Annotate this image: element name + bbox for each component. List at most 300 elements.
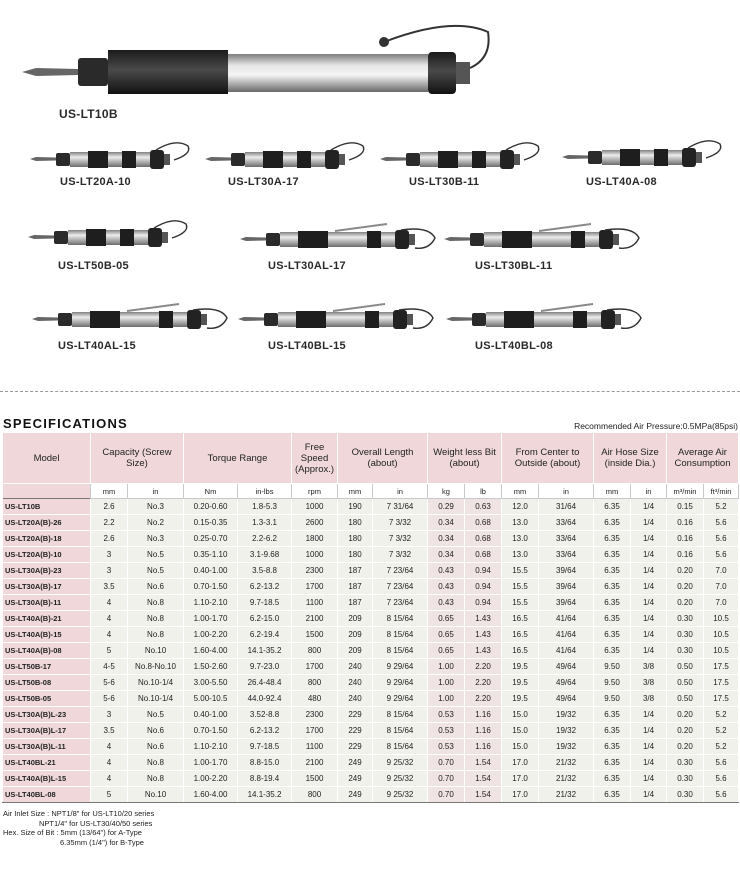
tool-label: US-LT30B-11: [409, 176, 480, 188]
header-torque: Torque Range: [184, 433, 292, 484]
value-cell: 6.35: [594, 771, 631, 787]
model-cell: US-LT40A(B)-21: [3, 611, 91, 627]
table-row: [3, 499, 739, 515]
value-cell: 19/32: [539, 707, 594, 723]
value-cell: 1500: [292, 627, 338, 643]
tool-image: [30, 140, 200, 176]
value-cell: 0.53: [428, 723, 465, 739]
value-cell: 41/64: [539, 627, 594, 643]
value-cell: 3.5: [91, 579, 128, 595]
value-cell: 0.50: [667, 659, 704, 675]
footnote-line: 6.35mm (1/4") for B-Type: [60, 837, 144, 847]
unit-cell: in: [539, 484, 594, 499]
value-cell: 1/4: [631, 771, 667, 787]
value-cell: 5.2: [704, 723, 739, 739]
value-cell: 33/64: [539, 547, 594, 563]
value-cell: 1500: [292, 771, 338, 787]
model-cell: US-LT40A(B)-15: [3, 627, 91, 643]
value-cell: 1/4: [631, 755, 667, 771]
value-cell: 1/4: [631, 595, 667, 611]
table-row: [3, 755, 739, 771]
value-cell: 3/8: [631, 659, 667, 675]
value-cell: 1/4: [631, 643, 667, 659]
value-cell: 15.0: [502, 707, 539, 723]
value-cell: 3.00-5.50: [184, 675, 238, 691]
value-cell: 0.70: [428, 787, 465, 803]
value-cell: 1.43: [465, 643, 502, 659]
tool-image-big: [22, 28, 492, 100]
value-cell: 9.7-23.0: [238, 659, 292, 675]
value-cell: 0.43: [428, 595, 465, 611]
value-cell: 19/32: [539, 723, 594, 739]
unit-cell: in: [373, 484, 428, 499]
value-cell: 7 31/64: [373, 499, 428, 515]
unit-cell: mm: [338, 484, 373, 499]
value-cell: 15.0: [502, 723, 539, 739]
value-cell: 0.20: [667, 579, 704, 595]
value-cell: 1/4: [631, 739, 667, 755]
value-cell: 13.0: [502, 547, 539, 563]
value-cell: 1/4: [631, 787, 667, 803]
tool-label: US-LT30A-17: [228, 176, 299, 188]
value-cell: 8 15/64: [373, 723, 428, 739]
unit-cell: m³/min: [667, 484, 704, 499]
value-cell: 0.35-1.10: [184, 547, 238, 563]
value-cell: 249: [338, 755, 373, 771]
value-cell: No.8: [128, 627, 184, 643]
value-cell: 1.50-2.60: [184, 659, 238, 675]
model-cell: US-LT20A(B)-26: [3, 515, 91, 531]
value-cell: 1.3-3.1: [238, 515, 292, 531]
table-row: [3, 515, 739, 531]
value-cell: 1.60-4.00: [184, 643, 238, 659]
value-cell: 240: [338, 659, 373, 675]
value-cell: 9 25/32: [373, 787, 428, 803]
value-cell: 800: [292, 643, 338, 659]
value-cell: 1700: [292, 723, 338, 739]
value-cell: 3.5-8.8: [238, 563, 292, 579]
value-cell: 9 29/64: [373, 659, 428, 675]
value-cell: 0.70-1.50: [184, 579, 238, 595]
tool-label: US-LT40BL-15: [268, 340, 346, 352]
value-cell: 0.34: [428, 515, 465, 531]
value-cell: 0.70: [428, 755, 465, 771]
value-cell: 1.16: [465, 739, 502, 755]
value-cell: 5.00-10.5: [184, 691, 238, 707]
value-cell: 8 15/64: [373, 627, 428, 643]
value-cell: 190: [338, 499, 373, 515]
model-cell: US-LT50B-05: [3, 691, 91, 707]
value-cell: 13.0: [502, 515, 539, 531]
value-cell: 5.6: [704, 771, 739, 787]
value-cell: 1.10-2.10: [184, 595, 238, 611]
footnote-line: NPT1/4" for US-LT30/40/50 series: [39, 818, 153, 828]
footnote-line: Hex. Size of Bit : 5mm (13/64") for A-Type: [3, 828, 142, 837]
value-cell: 1.00-2.20: [184, 771, 238, 787]
value-cell: 0.65: [428, 643, 465, 659]
value-cell: 7.0: [704, 579, 739, 595]
value-cell: 6.35: [594, 547, 631, 563]
value-cell: 19.5: [502, 659, 539, 675]
value-cell: 1700: [292, 579, 338, 595]
value-cell: 16.5: [502, 627, 539, 643]
value-cell: 5.2: [704, 499, 739, 515]
value-cell: 1100: [292, 739, 338, 755]
value-cell: 2.20: [465, 691, 502, 707]
table-row: [3, 739, 739, 755]
value-cell: 800: [292, 675, 338, 691]
value-cell: 49/64: [539, 675, 594, 691]
value-cell: 1000: [292, 499, 338, 515]
value-cell: 8.8-15.0: [238, 755, 292, 771]
model-cell: US-LT30A(B)-17: [3, 579, 91, 595]
tool-label: US-LT20A-10: [60, 176, 131, 188]
model-cell: US-LT50B-17: [3, 659, 91, 675]
value-cell: No.8: [128, 611, 184, 627]
value-cell: 3.5: [91, 723, 128, 739]
value-cell: 1000: [292, 547, 338, 563]
value-cell: 8 15/64: [373, 739, 428, 755]
value-cell: 0.16: [667, 515, 704, 531]
value-cell: 4: [91, 627, 128, 643]
value-cell: 0.30: [667, 611, 704, 627]
value-cell: 5.2: [704, 707, 739, 723]
value-cell: 0.20: [667, 739, 704, 755]
value-cell: 9.7-18.5: [238, 595, 292, 611]
value-cell: 180: [338, 515, 373, 531]
tool-label: US-LT40AL-15: [58, 340, 136, 352]
table-row: [3, 531, 739, 547]
value-cell: 2.2: [91, 515, 128, 531]
tool-image: [205, 140, 375, 176]
table-row: [3, 675, 739, 691]
value-cell: 2100: [292, 755, 338, 771]
value-cell: 1/4: [631, 579, 667, 595]
value-cell: 1/4: [631, 707, 667, 723]
value-cell: 249: [338, 787, 373, 803]
specifications-title: SPECIFICATIONS: [3, 416, 128, 431]
value-cell: 7 23/64: [373, 563, 428, 579]
model-cell: US-LT30A(B)L-23: [3, 707, 91, 723]
value-cell: 14.1-35.2: [238, 643, 292, 659]
value-cell: 6.35: [594, 723, 631, 739]
value-cell: 2300: [292, 707, 338, 723]
tool-image: [380, 140, 550, 176]
value-cell: 9 29/64: [373, 691, 428, 707]
value-cell: No.3: [128, 499, 184, 515]
value-cell: No.8: [128, 755, 184, 771]
model-cell: US-LT20A(B)-10: [3, 547, 91, 563]
value-cell: 6.35: [594, 627, 631, 643]
value-cell: 0.53: [428, 707, 465, 723]
value-cell: 2300: [292, 563, 338, 579]
value-cell: 6.35: [594, 515, 631, 531]
value-cell: 5: [91, 787, 128, 803]
value-cell: 17.5: [704, 675, 739, 691]
value-cell: No.10-1/4: [128, 675, 184, 691]
tool-gallery: [0, 0, 740, 385]
value-cell: 0.40-1.00: [184, 707, 238, 723]
value-cell: 17.0: [502, 787, 539, 803]
value-cell: 0.70-1.50: [184, 723, 238, 739]
value-cell: 0.20: [667, 563, 704, 579]
value-cell: 3: [91, 547, 128, 563]
value-cell: 15.5: [502, 595, 539, 611]
value-cell: 9 25/32: [373, 771, 428, 787]
value-cell: 2.20: [465, 659, 502, 675]
value-cell: 1800: [292, 531, 338, 547]
model-cell: US-LT30A(B)L-17: [3, 723, 91, 739]
value-cell: No.10: [128, 787, 184, 803]
value-cell: 5.6: [704, 531, 739, 547]
value-cell: 17.0: [502, 771, 539, 787]
value-cell: 1.54: [465, 755, 502, 771]
value-cell: 5.2: [704, 739, 739, 755]
value-cell: 15.0: [502, 739, 539, 755]
value-cell: No.6: [128, 579, 184, 595]
value-cell: No.6: [128, 739, 184, 755]
value-cell: 12.0: [502, 499, 539, 515]
value-cell: 0.30: [667, 643, 704, 659]
value-cell: 1.00: [428, 691, 465, 707]
value-cell: 49/64: [539, 691, 594, 707]
value-cell: 0.50: [667, 691, 704, 707]
value-cell: 7 3/32: [373, 531, 428, 547]
table-row: [3, 643, 739, 659]
value-cell: 7 23/64: [373, 579, 428, 595]
value-cell: 800: [292, 787, 338, 803]
value-cell: 1.54: [465, 787, 502, 803]
value-cell: 0.25-0.70: [184, 531, 238, 547]
header-air-consumption: Average Air Consumption: [667, 433, 739, 484]
value-cell: 15.5: [502, 563, 539, 579]
value-cell: 16.5: [502, 643, 539, 659]
unit-cell: mm: [91, 484, 128, 499]
value-cell: 6.2-13.2: [238, 723, 292, 739]
value-cell: 19.5: [502, 691, 539, 707]
value-cell: 4-5: [91, 659, 128, 675]
value-cell: 19/32: [539, 739, 594, 755]
value-cell: 1/4: [631, 547, 667, 563]
value-cell: 2600: [292, 515, 338, 531]
table-row: [3, 723, 739, 739]
value-cell: 5.6: [704, 547, 739, 563]
value-cell: 229: [338, 739, 373, 755]
value-cell: 0.30: [667, 627, 704, 643]
value-cell: 0.65: [428, 611, 465, 627]
tool-image: [444, 220, 649, 256]
value-cell: 4: [91, 755, 128, 771]
unit-cell: Nm: [184, 484, 238, 499]
tool-image: [562, 138, 732, 174]
value-cell: 1700: [292, 659, 338, 675]
value-cell: 1.60-4.00: [184, 787, 238, 803]
value-cell: 209: [338, 643, 373, 659]
header-overall-length: Overall Length (about): [338, 433, 428, 484]
value-cell: 5.6: [704, 755, 739, 771]
value-cell: 7.0: [704, 563, 739, 579]
value-cell: No.10-1/4: [128, 691, 184, 707]
value-cell: No.2: [128, 515, 184, 531]
value-cell: 240: [338, 691, 373, 707]
table-row: [3, 787, 739, 803]
value-cell: 14.1-35.2: [238, 787, 292, 803]
value-cell: 44.0-92.4: [238, 691, 292, 707]
model-cell: US-LT30A(B)-11: [3, 595, 91, 611]
value-cell: 0.43: [428, 563, 465, 579]
value-cell: No.3: [128, 531, 184, 547]
value-cell: 1/4: [631, 563, 667, 579]
unit-cell: in: [128, 484, 184, 499]
value-cell: 17.0: [502, 755, 539, 771]
value-cell: 4: [91, 739, 128, 755]
value-cell: 1/4: [631, 723, 667, 739]
value-cell: 16.5: [502, 611, 539, 627]
value-cell: 39/64: [539, 579, 594, 595]
value-cell: 180: [338, 547, 373, 563]
value-cell: 9.50: [594, 691, 631, 707]
value-cell: 0.94: [465, 563, 502, 579]
value-cell: 0.40-1.00: [184, 563, 238, 579]
value-cell: 5-6: [91, 691, 128, 707]
value-cell: 3.1-9.68: [238, 547, 292, 563]
section-divider: [0, 391, 740, 392]
value-cell: 9.7-18.5: [238, 739, 292, 755]
value-cell: 209: [338, 627, 373, 643]
tool-image: [240, 220, 445, 256]
value-cell: 0.68: [465, 531, 502, 547]
value-cell: 6.35: [594, 707, 631, 723]
table-row: [3, 595, 739, 611]
value-cell: 3/8: [631, 691, 667, 707]
value-cell: 15.5: [502, 579, 539, 595]
table-row: [3, 563, 739, 579]
unit-cell: mm: [594, 484, 631, 499]
value-cell: 1100: [292, 595, 338, 611]
value-cell: 1.16: [465, 723, 502, 739]
header-air-hose: Air Hose Size (inside Dia.): [594, 433, 667, 484]
value-cell: 6.35: [594, 755, 631, 771]
value-cell: 49/64: [539, 659, 594, 675]
table-row: [3, 659, 739, 675]
value-cell: 2100: [292, 611, 338, 627]
value-cell: 1.54: [465, 771, 502, 787]
unit-cell: kg: [428, 484, 465, 499]
value-cell: No.6: [128, 723, 184, 739]
value-cell: No.5: [128, 563, 184, 579]
value-cell: 1.00: [428, 659, 465, 675]
model-cell: US-LT50B-08: [3, 675, 91, 691]
value-cell: 0.15-0.35: [184, 515, 238, 531]
value-cell: 0.43: [428, 579, 465, 595]
value-cell: 6.35: [594, 531, 631, 547]
value-cell: 1.00-1.70: [184, 755, 238, 771]
value-cell: 39/64: [539, 563, 594, 579]
value-cell: 0.20: [667, 723, 704, 739]
value-cell: 6.2-13.2: [238, 579, 292, 595]
value-cell: 5.6: [704, 515, 739, 531]
value-cell: 41/64: [539, 611, 594, 627]
value-cell: 10.5: [704, 643, 739, 659]
value-cell: 6.35: [594, 563, 631, 579]
value-cell: 1.00: [428, 675, 465, 691]
header-model: Model: [3, 433, 91, 484]
value-cell: 1/4: [631, 531, 667, 547]
value-cell: 249: [338, 771, 373, 787]
value-cell: 0.70: [428, 771, 465, 787]
air-pressure-note: Recommended Air Pressure:0.5MPa(85psi): [574, 421, 738, 431]
value-cell: 6.35: [594, 739, 631, 755]
table-row: [3, 579, 739, 595]
value-cell: 4: [91, 771, 128, 787]
value-cell: 8.8-19.4: [238, 771, 292, 787]
value-cell: 1/4: [631, 611, 667, 627]
value-cell: 21/32: [539, 787, 594, 803]
value-cell: 10.5: [704, 611, 739, 627]
value-cell: 2.6: [91, 499, 128, 515]
value-cell: 6.2-19.4: [238, 627, 292, 643]
value-cell: 1.43: [465, 611, 502, 627]
tool-label: US-LT40A-08: [586, 176, 657, 188]
value-cell: 6.35: [594, 787, 631, 803]
value-cell: 6.2-15.0: [238, 611, 292, 627]
specifications-table: [2, 432, 739, 803]
value-cell: 5: [91, 643, 128, 659]
value-cell: 21/32: [539, 771, 594, 787]
value-cell: 0.94: [465, 595, 502, 611]
value-cell: 17.5: [704, 691, 739, 707]
value-cell: 7 23/64: [373, 595, 428, 611]
value-cell: 19.5: [502, 675, 539, 691]
value-cell: No.8-No.10: [128, 659, 184, 675]
model-cell: US-LT10B: [3, 499, 91, 515]
value-cell: 240: [338, 675, 373, 691]
value-cell: 187: [338, 579, 373, 595]
value-cell: 180: [338, 531, 373, 547]
value-cell: 480: [292, 691, 338, 707]
model-cell: US-LT40BL-08: [3, 787, 91, 803]
value-cell: 39/64: [539, 595, 594, 611]
value-cell: 229: [338, 707, 373, 723]
tool-label: US-LT30AL-17: [268, 260, 346, 272]
value-cell: 6.35: [594, 579, 631, 595]
value-cell: 229: [338, 723, 373, 739]
unit-cell: in: [631, 484, 667, 499]
table-row: [3, 691, 739, 707]
value-cell: 7 3/32: [373, 547, 428, 563]
header-center-outside: From Center to Outside (about): [502, 433, 594, 484]
value-cell: 33/64: [539, 531, 594, 547]
value-cell: 0.20: [667, 595, 704, 611]
tool-label: US-LT40BL-08: [475, 340, 553, 352]
value-cell: 6.35: [594, 611, 631, 627]
header-weight: Weight less Bit (about): [428, 433, 502, 484]
tool-image: [238, 300, 443, 336]
table-row: [3, 627, 739, 643]
model-cell: US-LT40BL-21: [3, 755, 91, 771]
value-cell: 3/8: [631, 675, 667, 691]
value-cell: 4: [91, 595, 128, 611]
value-cell: No.8: [128, 771, 184, 787]
value-cell: 9 25/32: [373, 755, 428, 771]
value-cell: 0.16: [667, 547, 704, 563]
value-cell: 8 15/64: [373, 611, 428, 627]
value-cell: 17.5: [704, 659, 739, 675]
value-cell: 5.6: [704, 787, 739, 803]
value-cell: 8 15/64: [373, 643, 428, 659]
value-cell: 0.34: [428, 547, 465, 563]
value-cell: 1.10-2.10: [184, 739, 238, 755]
